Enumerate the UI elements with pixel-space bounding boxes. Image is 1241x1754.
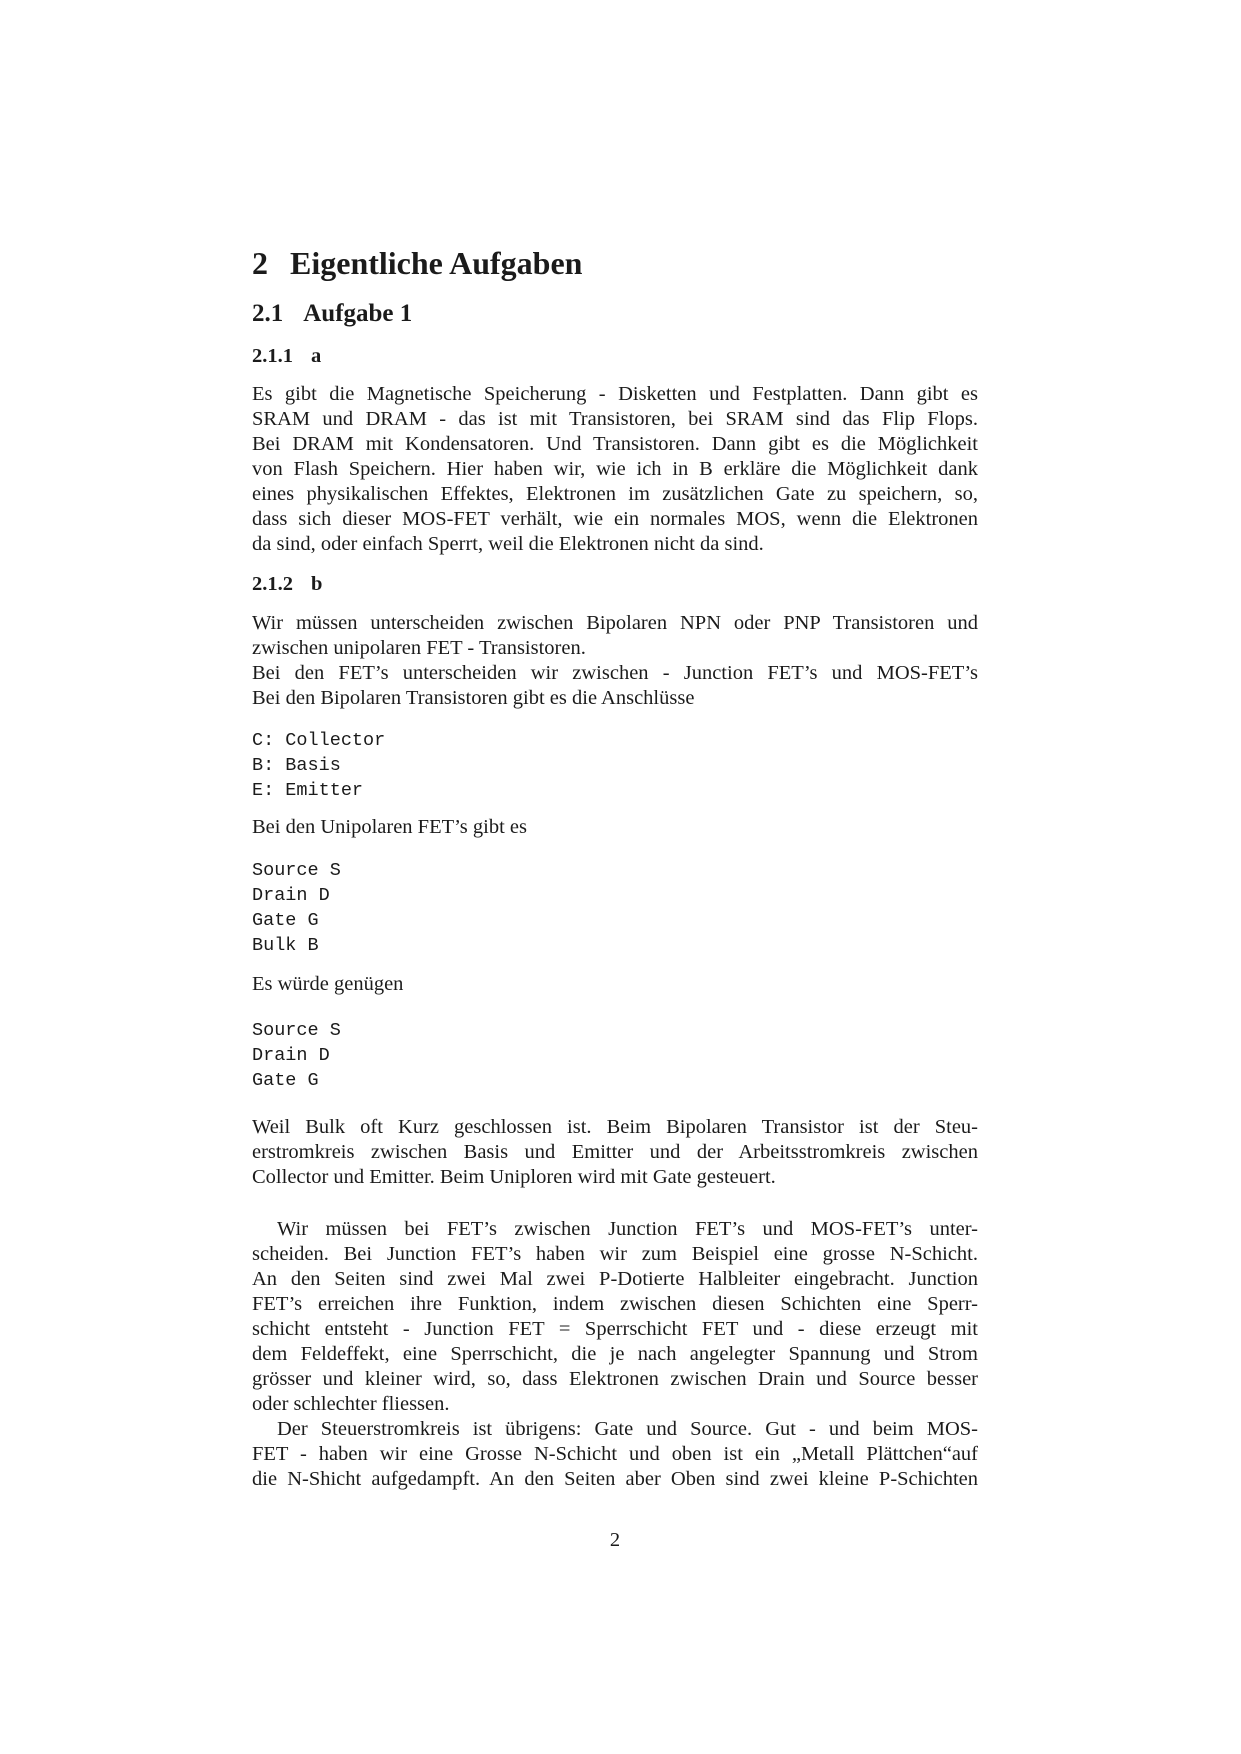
text-line: Bei DRAM mit Kondensatoren. Und Transistoren. Dann gibt es die Möglichkeit (252, 433, 978, 455)
subsubsection-heading-b (252, 572, 978, 596)
text-line: scheiden. Bei Junction FET’s haben wir zum Beispiel eine grosse N-Schicht. (252, 1243, 978, 1265)
section-title: Eigentliche Aufgaben (290, 245, 583, 281)
text-line: zwischen unipolaren FET - Transistoren. (252, 637, 586, 659)
page-number: 2 (609, 1529, 621, 1551)
text-line: von Flash Speichern. Hier haben wir, wie ich in B erkläre die Möglichkeit dank (252, 458, 978, 480)
text-line: Gate G (252, 910, 319, 931)
text-line: dem Feldeffekt, eine Sperrschicht, die je nach angelegter Spannung und Strom (252, 1343, 978, 1365)
text-line: Bulk B (252, 935, 319, 956)
text-line: Source S (252, 860, 341, 881)
text-line: C: Collector (252, 730, 386, 751)
text-line: erstromkreis zwischen Basis und Emitter und der Arbeitsstromkreis zwischen (252, 1141, 978, 1163)
subsubsection-heading-a (252, 344, 978, 368)
text-line: SRAM und DRAM - das ist mit Transistoren, bei SRAM sind das Flip Flops. (252, 408, 978, 430)
text-line: Es gibt die Magnetische Speicherung - Disketten und Festplatten. Dann gibt es (252, 383, 978, 405)
text-block (252, 244, 978, 1553)
text-line: Source S (252, 1020, 341, 1041)
paragraph-bulk-short (252, 1115, 978, 1190)
line-es-wuerde-genuegen: Es würde genügen (252, 973, 404, 995)
text-line: Der Steuerstromkreis ist übrigens: Gate und Source. Gut - und beim MOS- (277, 1418, 978, 1440)
text-line: Wir müssen unterscheiden zwischen Bipolaren NPN oder PNP Transistoren und (252, 612, 978, 634)
section-heading (252, 244, 978, 282)
subsubsection-a-number: 2.1.1 (252, 345, 293, 367)
text-line: Collector und Emitter. Beim Uniploren wird mit Gate gesteuert. (252, 1166, 776, 1188)
text-line: schicht entsteht - Junction FET = Sperrschicht FET und - diese erzeugt mit (252, 1318, 978, 1340)
text-line: An den Seiten sind zwei Mal zwei P-Dotierte Halbleiter eingebracht. Junction (252, 1268, 978, 1290)
code-block-unipolar-pins (252, 858, 978, 958)
subsubsection-a-title: a (311, 345, 322, 367)
text-line: Drain D (252, 1045, 330, 1066)
text-line: dass sich dieser MOS-FET verhält, wie ein normales MOS, wenn die Elektronen (252, 508, 978, 530)
section-number: 2 (252, 245, 268, 281)
text-line: FET - haben wir eine Grosse N-Schicht und oben ist ein „Metall Plättchen“auf (252, 1443, 978, 1465)
text-line: FET’s erreichen ihre Funktion, indem zwischen diesen Schichten eine Sperr- (252, 1293, 978, 1315)
paragraph-transistor-types (252, 611, 978, 711)
paragraph-storage-types (252, 382, 978, 557)
line-unipolar-intro: Bei den Unipolaren FET’s gibt es (252, 816, 527, 838)
code-block-unipolar-pins-short (252, 1018, 978, 1093)
text-line: Weil Bulk oft Kurz geschlossen ist. Beim Bipolaren Transistor ist der Steu- (252, 1116, 978, 1138)
subsection-heading (252, 298, 978, 329)
text-line: grösser und kleiner wird, so, dass Elektronen zwischen Drain und Source besser (252, 1368, 978, 1390)
subsection-number: 2.1 (252, 300, 284, 327)
subsection-title: Aufgabe 1 (303, 300, 413, 327)
text-line: Drain D (252, 885, 330, 906)
text-line: die N-Shicht aufgedampft. An den Seiten aber Oben sind zwei kleine P-Schichten (252, 1468, 978, 1490)
text-line: oder schlechter fliessen. (252, 1393, 450, 1415)
text-line: Bei den Bipolaren Transistoren gibt es die Anschlüsse (252, 687, 695, 709)
subsubsection-b-title: b (311, 573, 323, 595)
paragraph-steuerstromkreis (252, 1417, 978, 1492)
text-line: da sind, oder einfach Sperrt, weil die Elektronen nicht da sind. (252, 533, 764, 555)
text-line: eines physikalischen Effektes, Elektronen im zusätzlichen Gate zu speichern, so, (252, 483, 978, 505)
code-block-bipolar-pins (252, 728, 978, 803)
subsubsection-b-number: 2.1.2 (252, 573, 293, 595)
text-line: Bei den FET’s unterscheiden wir zwischen - Junction FET’s und MOS-FET’s (252, 662, 978, 684)
text-line: Gate G (252, 1070, 319, 1091)
text-line: Wir müssen bei FET’s zwischen Junction FET’s und MOS-FET’s unter- (277, 1218, 978, 1240)
text-line: B: Basis (252, 755, 341, 776)
paragraph-junction-fet (252, 1217, 978, 1417)
text-line: E: Emitter (252, 780, 364, 801)
